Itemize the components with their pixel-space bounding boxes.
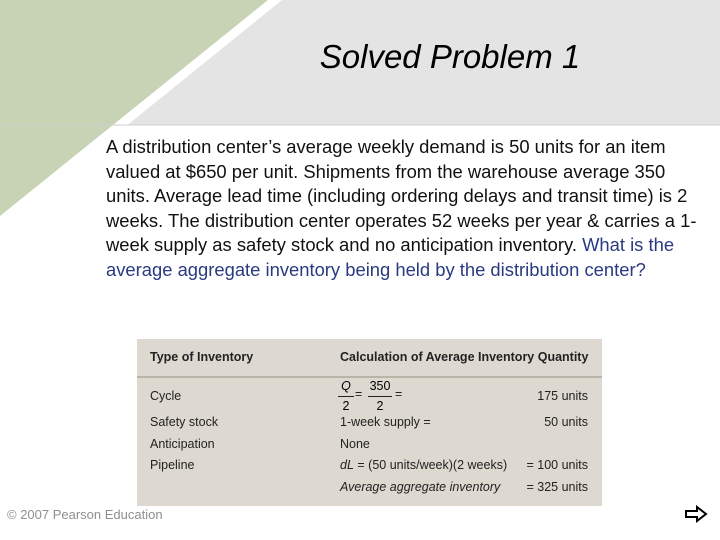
row-anticipation-type: Anticipation	[150, 437, 215, 451]
cycle-eq-2: =	[395, 387, 403, 401]
row-cycle-type: Cycle	[150, 389, 182, 403]
cycle-fraction-bar-2	[368, 396, 392, 397]
header-calculation: Calculation of Average Inventory Quantity	[340, 350, 589, 364]
row-pipeline-type: Pipeline	[150, 458, 195, 472]
row-safety-type: Safety stock	[150, 415, 219, 429]
cycle-den-2: 2	[376, 399, 384, 413]
row-cycle-result: 175 units	[537, 389, 588, 403]
row-safety-calc: 1-week supply =	[340, 415, 431, 429]
row-safety-result: 50 units	[544, 415, 588, 429]
problem-statement	[106, 135, 706, 282]
slide-title: Solved Problem 1	[319, 38, 581, 75]
cycle-num: 350	[369, 379, 391, 393]
row-pipeline-calc	[340, 458, 507, 472]
row-total-result: = 325 units	[526, 480, 588, 494]
next-arrow-icon[interactable]	[684, 505, 708, 527]
cycle-fraction-bar-1	[338, 396, 354, 397]
cycle-den-1: 2	[342, 399, 350, 413]
pipeline-calc-text: = (50 units/week)(2 weeks)	[357, 458, 508, 472]
row-total-label: Average aggregate inventory	[340, 480, 501, 494]
problem-question: What is the average aggregate inventory being held by the distribution center?	[106, 234, 675, 280]
cycle-eq-1: =	[355, 387, 363, 401]
pipeline-dl: dL	[340, 458, 354, 472]
row-anticipation-calc: None	[340, 437, 370, 451]
header-type: Type of Inventory	[150, 350, 254, 364]
table-header	[137, 339, 602, 378]
row-pipeline-result: = 100 units	[526, 458, 588, 472]
problem-text: A distribution center’s average weekly demand is 50 units for an item valued at $650 per unit. Shipments from the warehouse average 350 units. Average lead time (including ordering delays and transit time) is 2 weeks. The distribution center operates 52 weeks per year & carries a 1-week supply as safety stock and no anticipation inventory.	[106, 136, 697, 255]
cycle-q: Q	[341, 379, 351, 393]
inventory-table	[137, 339, 602, 506]
copyright-notice: © 2007 Pearson Education	[7, 507, 163, 522]
